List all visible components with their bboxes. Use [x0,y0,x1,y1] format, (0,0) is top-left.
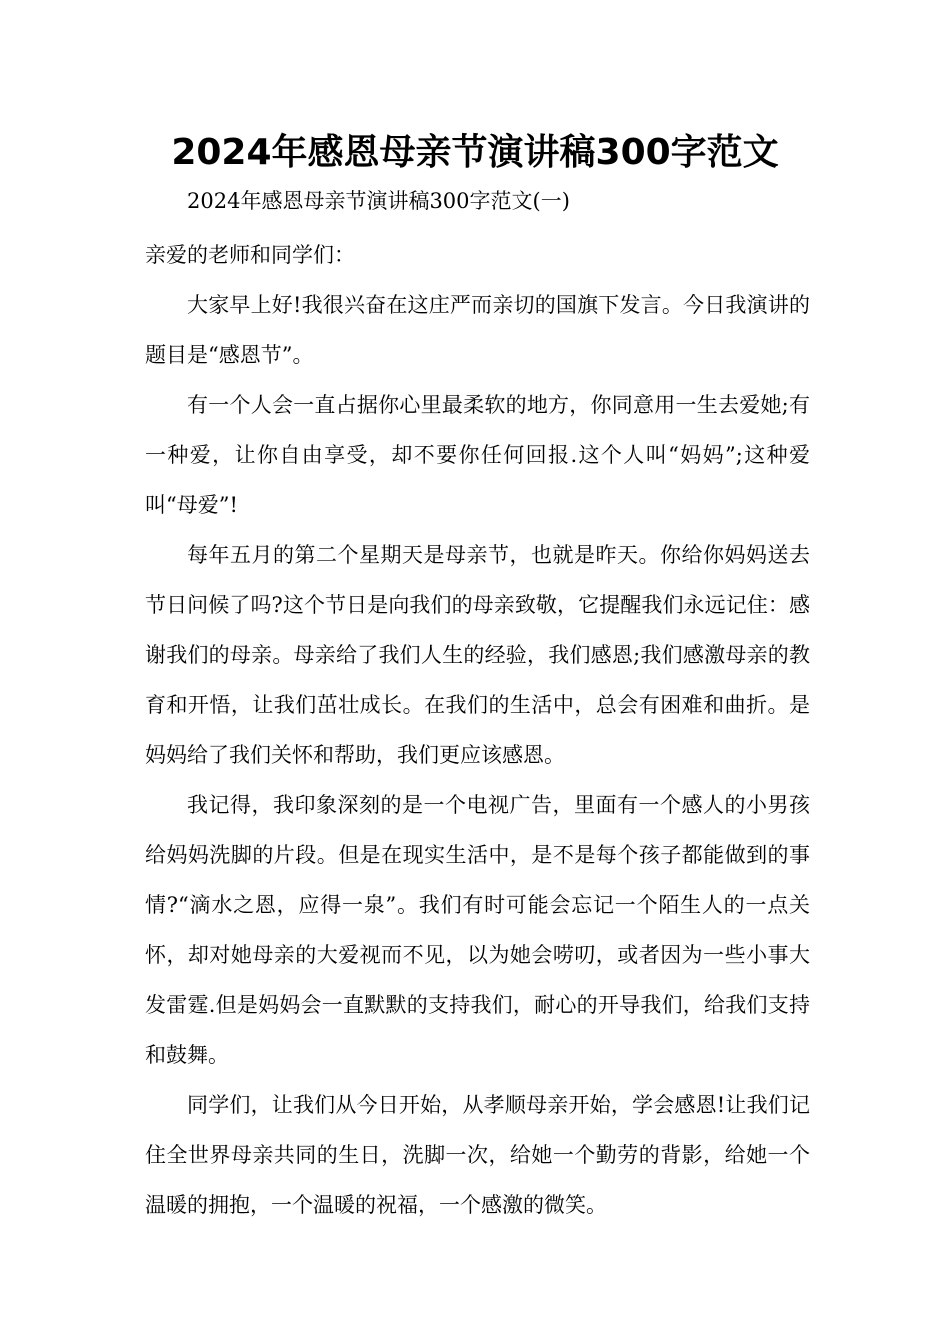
paragraph-3: 每年五月的第二个星期天是母亲节，也就是昨天。你给你妈妈送去节日问候了吗?这个节日是向我们的母亲致敬，它提醒我们永远记住：感谢我们的母亲。母亲给了我们人生的经验，我们感恩;我们感激母亲的教育和开悟，让我们茁壮成长。在我们的生活中，总会有困难和曲折。是妈妈给了我们关怀和帮助，我们更应该感恩。 [145,543,810,767]
paragraph-2: 有一个人会一直占据你心里最柔软的地方，你同意用一生去爱她;有一种爱，让你自由享受，却不要你任何回报.这个人叫“妈妈”;这种爱叫“母爱”! [145,393,810,517]
document-subtitle: 2024年感恩母亲节演讲稿300字范文(一) [187,189,570,213]
salutation: 亲爱的老师和同学们： [145,243,355,267]
paragraph-1: 大家早上好!我很兴奋在这庄严而亲切的国旗下发言。今日我演讲的题目是“感恩节”。 [145,293,810,367]
paragraph-5: 同学们，让我们从今日开始，从孝顺母亲开始，学会感恩!让我们记住全世界母亲共同的生日，洗脚一次，给她一个勤劳的背影，给她一个温暖的拥抱，一个温暖的祝福，一个感激的微笑。 [145,1093,810,1217]
document-body [145,184,810,1230]
document-title: 2024年感恩母亲节演讲稿300字范文 [171,132,779,173]
paragraph-4: 我记得，我印象深刻的是一个电视广告，里面有一个感人的小男孩给妈妈洗脚的片段。但是在现实生活中，是不是每个孩子都能做到的事情?“滴水之恩，应得一泉”。我们有时可能会忘记一个陌生人的一点关怀，却对她母亲的大爱视而不见，以为她会唠叨，或者因为一些小事大发雷霆.但是妈妈会一直默默的支持我们，耐心的开导我们，给我们支持和鼓舞。 [145,793,810,1067]
